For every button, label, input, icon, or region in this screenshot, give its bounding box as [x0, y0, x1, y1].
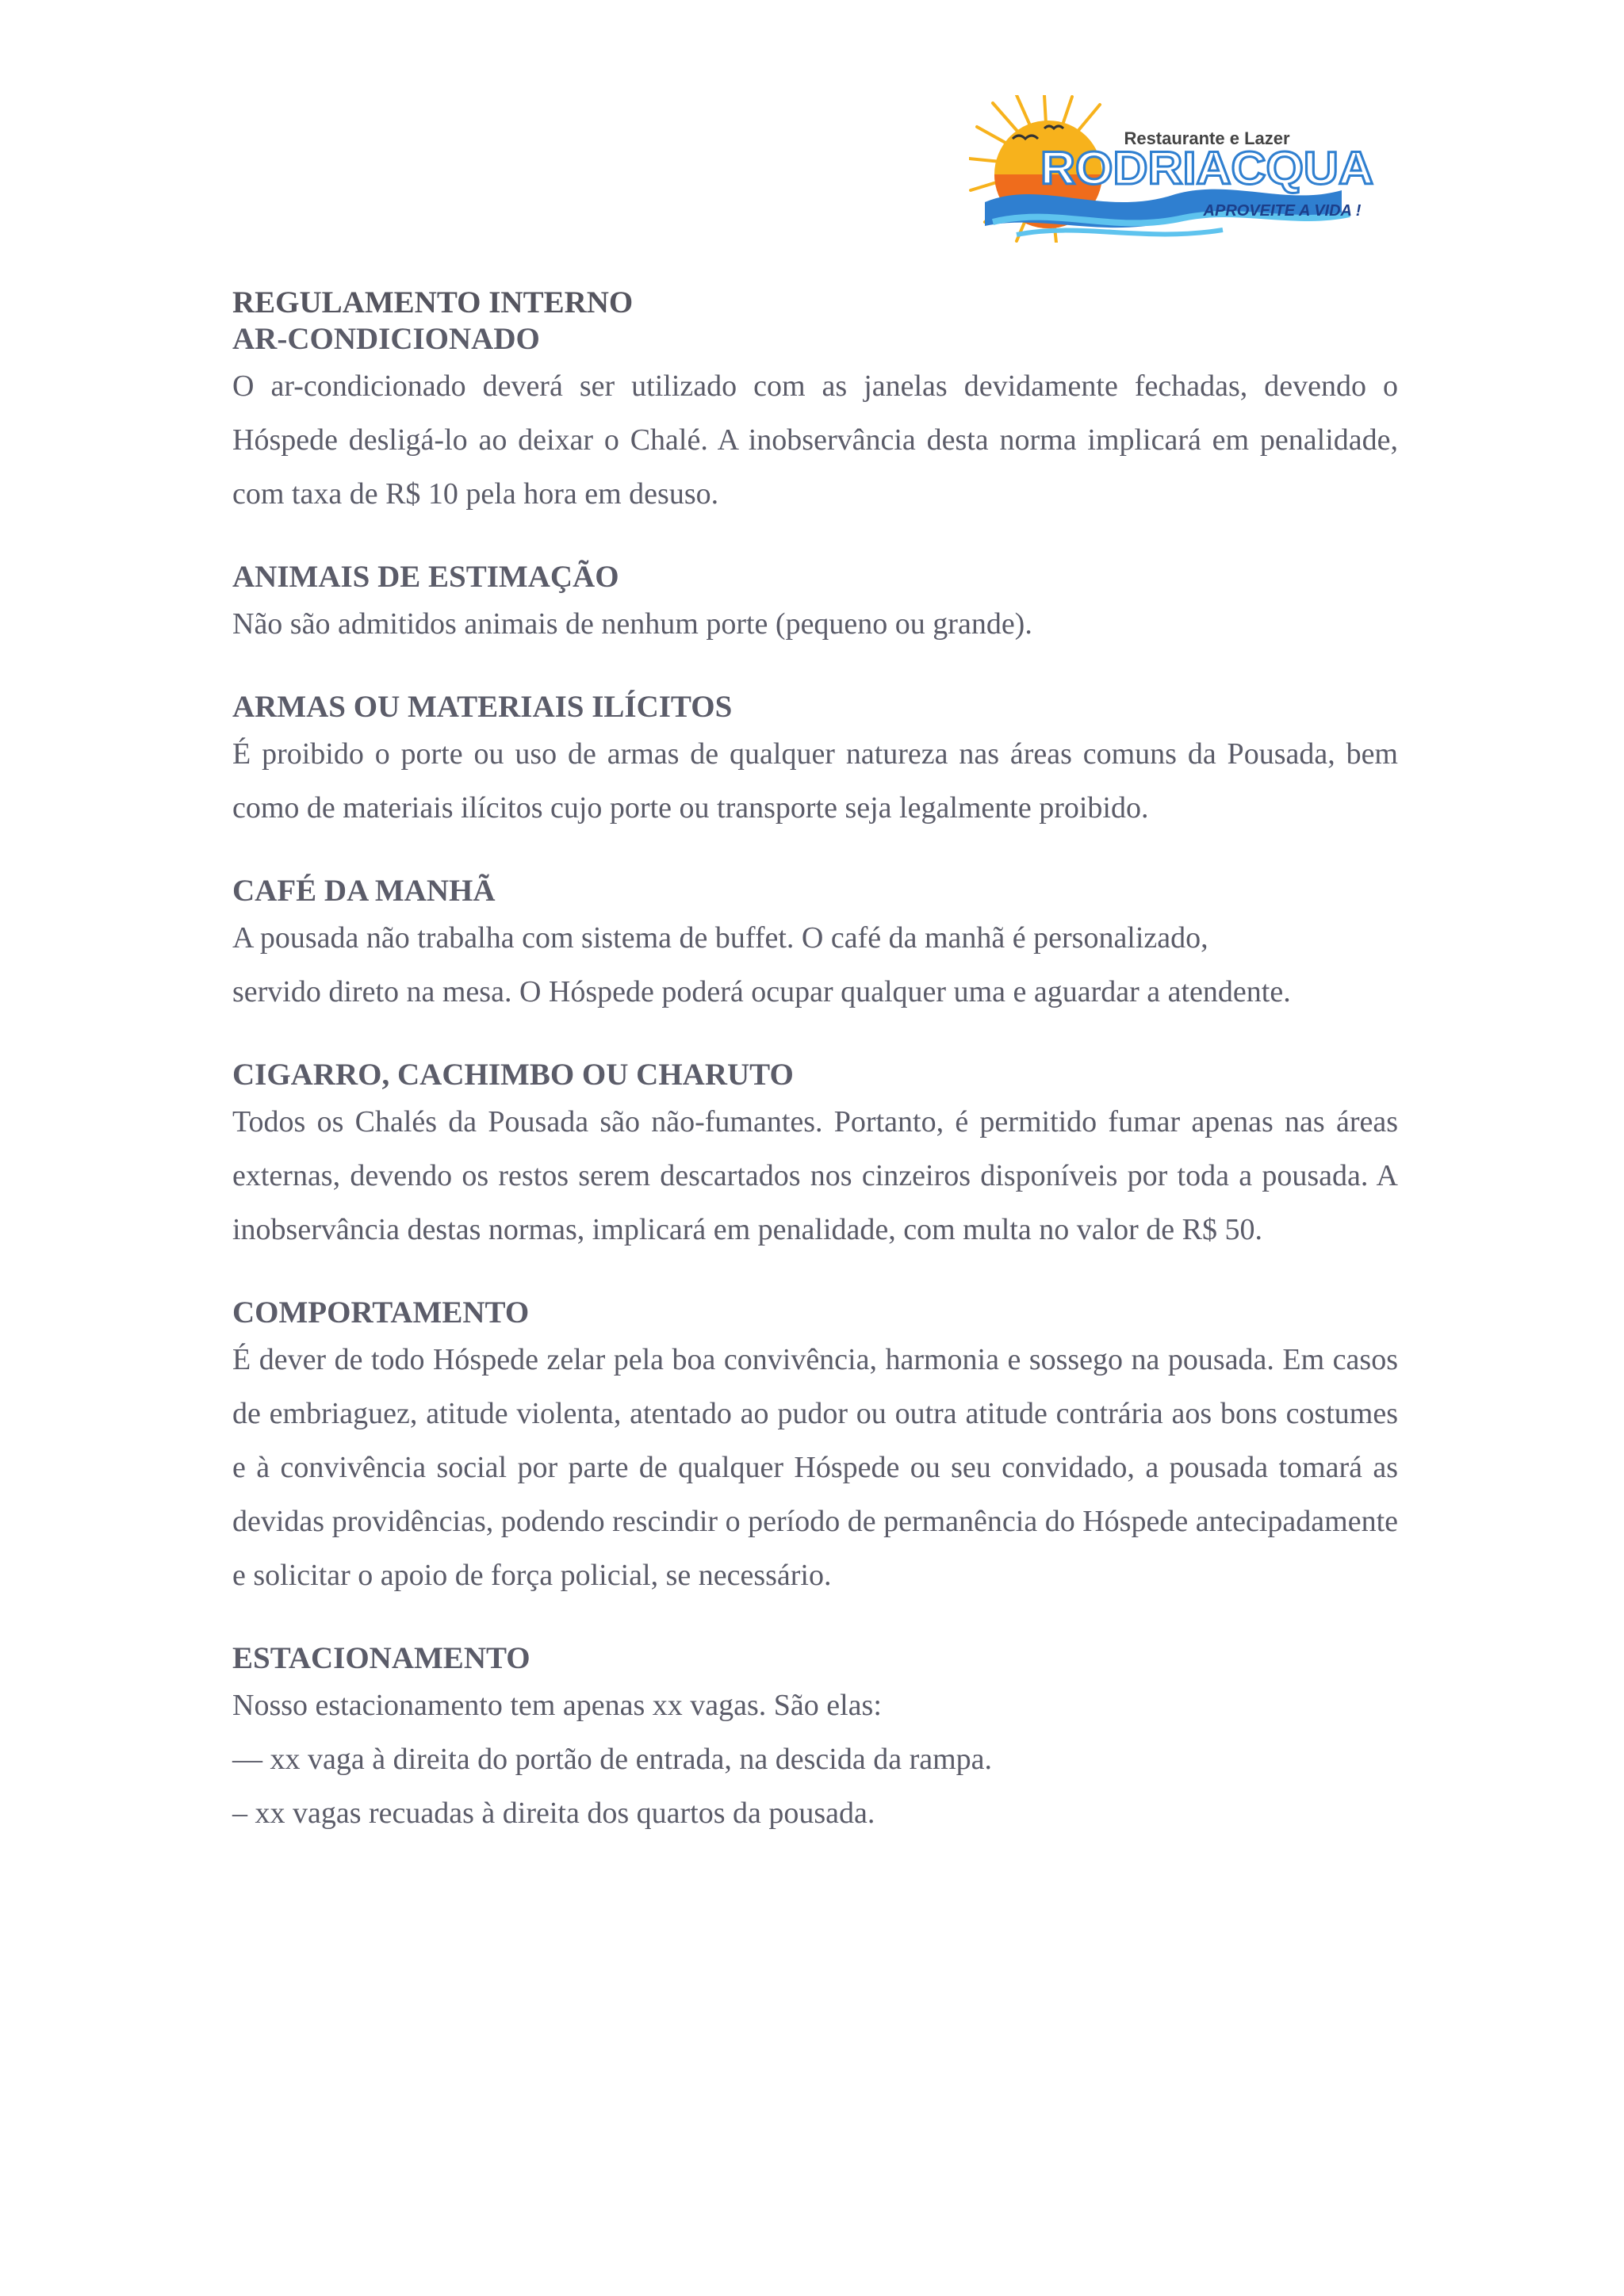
logo-tagline-top: Restaurante e Lazer [1124, 128, 1290, 148]
section-paragraph: Não são admitidos animais de nenhum porte (pequeno ou grande). [232, 607, 1032, 641]
logo-name: RODRIACQUA [1040, 143, 1373, 194]
list-item: — xx vaga à direita do portão de entrada, na descida da rampa. [232, 1743, 993, 1776]
company-logo [969, 95, 1391, 243]
document-title: REGULAMENTO INTERNO [232, 285, 634, 320]
section-cafe [232, 871, 1398, 1019]
section-paragraph: A pousada não trabalha com sistema de buffet. O café da manhã é personalizado, [232, 921, 1208, 955]
section-heading: COMPORTAMENTO [232, 1295, 530, 1330]
section-heading: ESTACIONAMENTO [232, 1641, 530, 1675]
document-page [232, 274, 1398, 1840]
section-heading: ANIMAIS DE ESTIMAÇÃO [232, 560, 619, 594]
section-paragraph: É proibido o porte ou uso de armas de qualquer natureza nas áreas comuns da Pousada, bem como de materiais ilícitos cujo porte ou transporte seja legalmente proibido. [232, 737, 1398, 825]
section-cigarro [232, 1055, 1398, 1257]
list-item: – xx vagas recuadas à direita dos quartos da pousada. [232, 1797, 875, 1830]
section-animais [232, 557, 1398, 651]
rodriacqua-logo-graphic [969, 95, 1391, 243]
section-paragraph: Nosso estacionamento tem apenas xx vagas. São elas: [232, 1689, 882, 1722]
section-heading: CIGARRO, CACHIMBO OU CHARUTO [232, 1058, 794, 1092]
section-armas [232, 687, 1398, 835]
section-comportamento [232, 1293, 1398, 1602]
section-body [232, 1095, 1398, 1257]
section-body [232, 911, 1398, 1019]
section-paragraph: É dever de todo Hóspede zelar pela boa convivência, harmonia e sossego na pousada. Em casos de embriaguez, atitude violenta, atentado ao pudor ou outra atitude contrária aos bons costumes e à convivência social por parte de qualquer Hóspede ou seu convidado, a pousada tomará as devidas providências, podendo rescindir o período de permanência do Hóspede antecipadamente e solicitar o apoio de força policial, se necessário. [232, 1343, 1398, 1592]
section-heading: ARMAS OU MATERIAIS ILÍCITOS [232, 690, 733, 724]
section-body [232, 727, 1398, 835]
section-estacionamento [232, 1639, 1398, 1840]
section-ar-condicionado [232, 320, 1398, 521]
section-body [232, 1678, 1398, 1840]
section-heading: AR-CONDICIONADO [232, 322, 540, 356]
section-heading: CAFÉ DA MANHÃ [232, 874, 496, 908]
section-body [232, 359, 1398, 521]
section-body [232, 597, 1398, 651]
section-paragraph: O ar-condicionado deverá ser utilizado com as janelas devidamente fechadas, devendo o Hóspede desligá-lo ao deixar o Chalé. A inobservância desta norma implicará em penalidade, com taxa de R$ 10 pela hora em desuso. [232, 369, 1398, 511]
regulation-sections [232, 320, 1398, 1840]
section-body [232, 1333, 1398, 1602]
section-paragraph: servido direto na mesa. O Hóspede poderá ocupar qualquer uma e aguardar a atendente. [232, 975, 1291, 1008]
logo-tagline-bottom: APROVEITE A VIDA ! [1203, 202, 1362, 220]
section-paragraph: Todos os Chalés da Pousada são não-fumantes. Portanto, é permitido fumar apenas nas áreas externas, devendo os restos serem descartados nos cinzeiros disponíveis por toda a pousada. A inobservância destas normas, implicará em penalidade, com multa no valor de R$ 50. [232, 1105, 1398, 1246]
